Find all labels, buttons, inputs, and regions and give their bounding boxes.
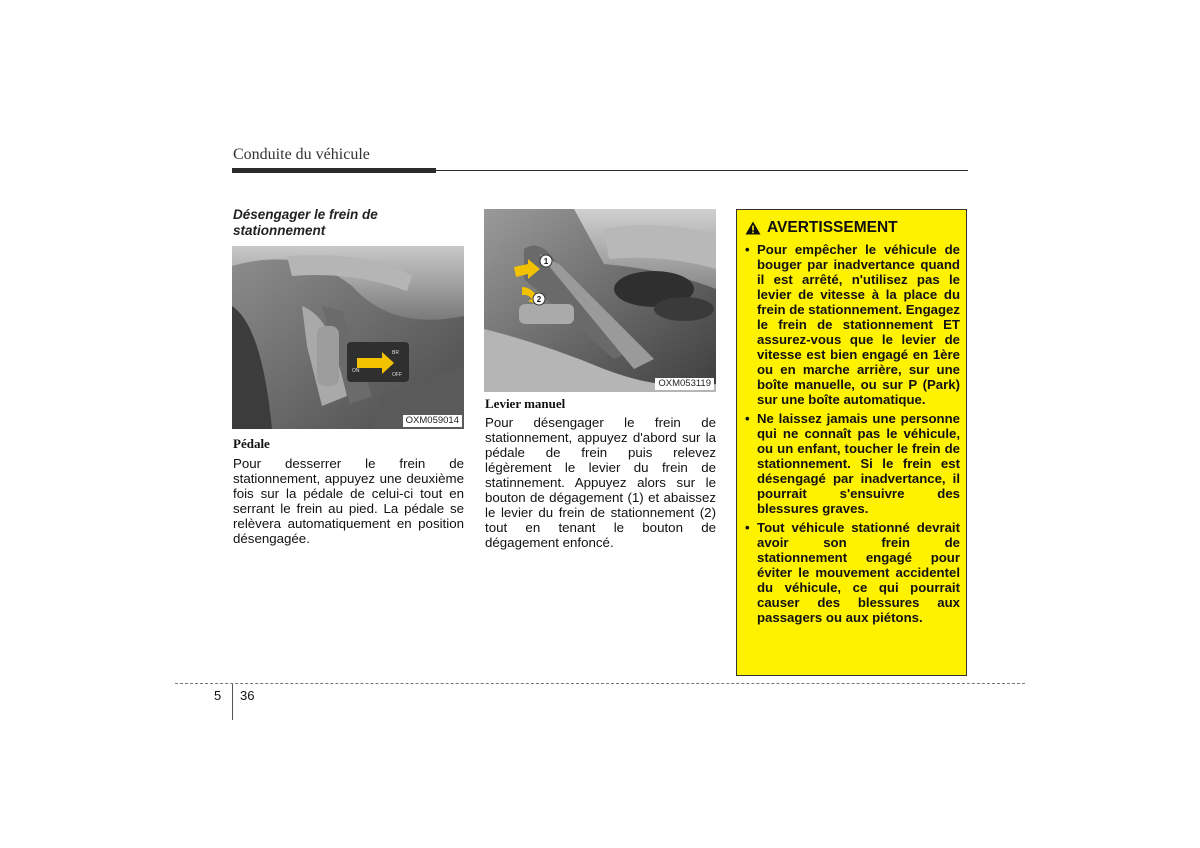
pedal-photo xyxy=(232,246,464,429)
warning-title: AVERTISSEMENT xyxy=(767,219,898,236)
lever-subheading: Levier manuel xyxy=(485,396,566,411)
warning-item-text: Ne laissez jamais une personne qui ne connaît pas le véhicule, ou un enfant, toucher le frein de stationnement. Si le frein est désengagé par inadvertance, il pourrait s'ensuivre des blessures graves. xyxy=(757,411,960,516)
pedal-paragraph: Pour desserrer le frein de stationnement, appuyez une deuxième fois sur la pédale de celui-ci tout en serrant le frein au pied. La pédale se relèvera automatiquement en position désengagée. xyxy=(233,456,464,546)
lever-photo-illustration xyxy=(484,209,716,392)
section-heading: Désengager le frein de stationnement xyxy=(233,207,378,238)
lever-photo xyxy=(484,209,716,392)
warning-item xyxy=(742,411,960,516)
svg-text:OFF: OFF xyxy=(392,372,402,378)
warning-title-row xyxy=(745,219,898,237)
svg-text:BR: BR xyxy=(392,350,399,356)
header-rule-thin xyxy=(436,170,968,171)
warning-triangle-icon xyxy=(745,221,761,235)
warning-box xyxy=(736,209,967,676)
page-number: 36 xyxy=(240,688,255,703)
warning-item-text: Pour empêcher le véhicule de bouger par inadvertance quand il est arrêté, n'utilisez pas le levier de vitesse à la place du frein de stationnement. Engagez le frein de stationnement ET assurez-vous que le levier de vitesse est bien engagé en 1ère ou en marche arrière, sur une boîte manuelle, ou sur P (Park) sur une boîte automatique. xyxy=(757,242,960,407)
svg-text:ON: ON xyxy=(352,368,360,374)
footer-divider xyxy=(232,684,233,720)
bullet: • xyxy=(745,242,750,257)
warning-list xyxy=(742,242,960,629)
bullet: • xyxy=(745,520,750,535)
photo-caption: OXM059014 xyxy=(403,415,462,427)
bullet: • xyxy=(745,411,750,426)
photo-marker-2: 2 xyxy=(536,295,542,304)
photo-caption: OXM053119 xyxy=(655,378,714,390)
warning-item xyxy=(742,242,960,407)
warning-item xyxy=(742,520,960,625)
warning-item-text: Tout véhicule stationné devrait avoir son frein de stationnement engagé pour éviter le mouvement accidentel du véhicule, ce qui pourrait causer des blessures aux passagers ou aux piétons. xyxy=(757,520,960,625)
page-header-title: Conduite du véhicule xyxy=(233,146,370,163)
chapter-number: 5 xyxy=(214,688,222,703)
photo-marker-1: 1 xyxy=(543,257,549,266)
header-rule-thick xyxy=(232,168,436,173)
footer-dotted-rule xyxy=(175,683,1025,684)
pedal-subheading: Pédale xyxy=(233,436,270,451)
pedal-photo-illustration xyxy=(232,246,464,429)
lever-paragraph: Pour désengager le frein de stationnement, appuyez d'abord sur la pédale de frein puis relevez légèrement le levier du frein de statinnement. Appuyez alors sur le bouton de dégagement (1) et abaissez le levier du frein de stationnement (2) tout en tenant le bouton de dégagement enfoncé. xyxy=(485,415,716,550)
